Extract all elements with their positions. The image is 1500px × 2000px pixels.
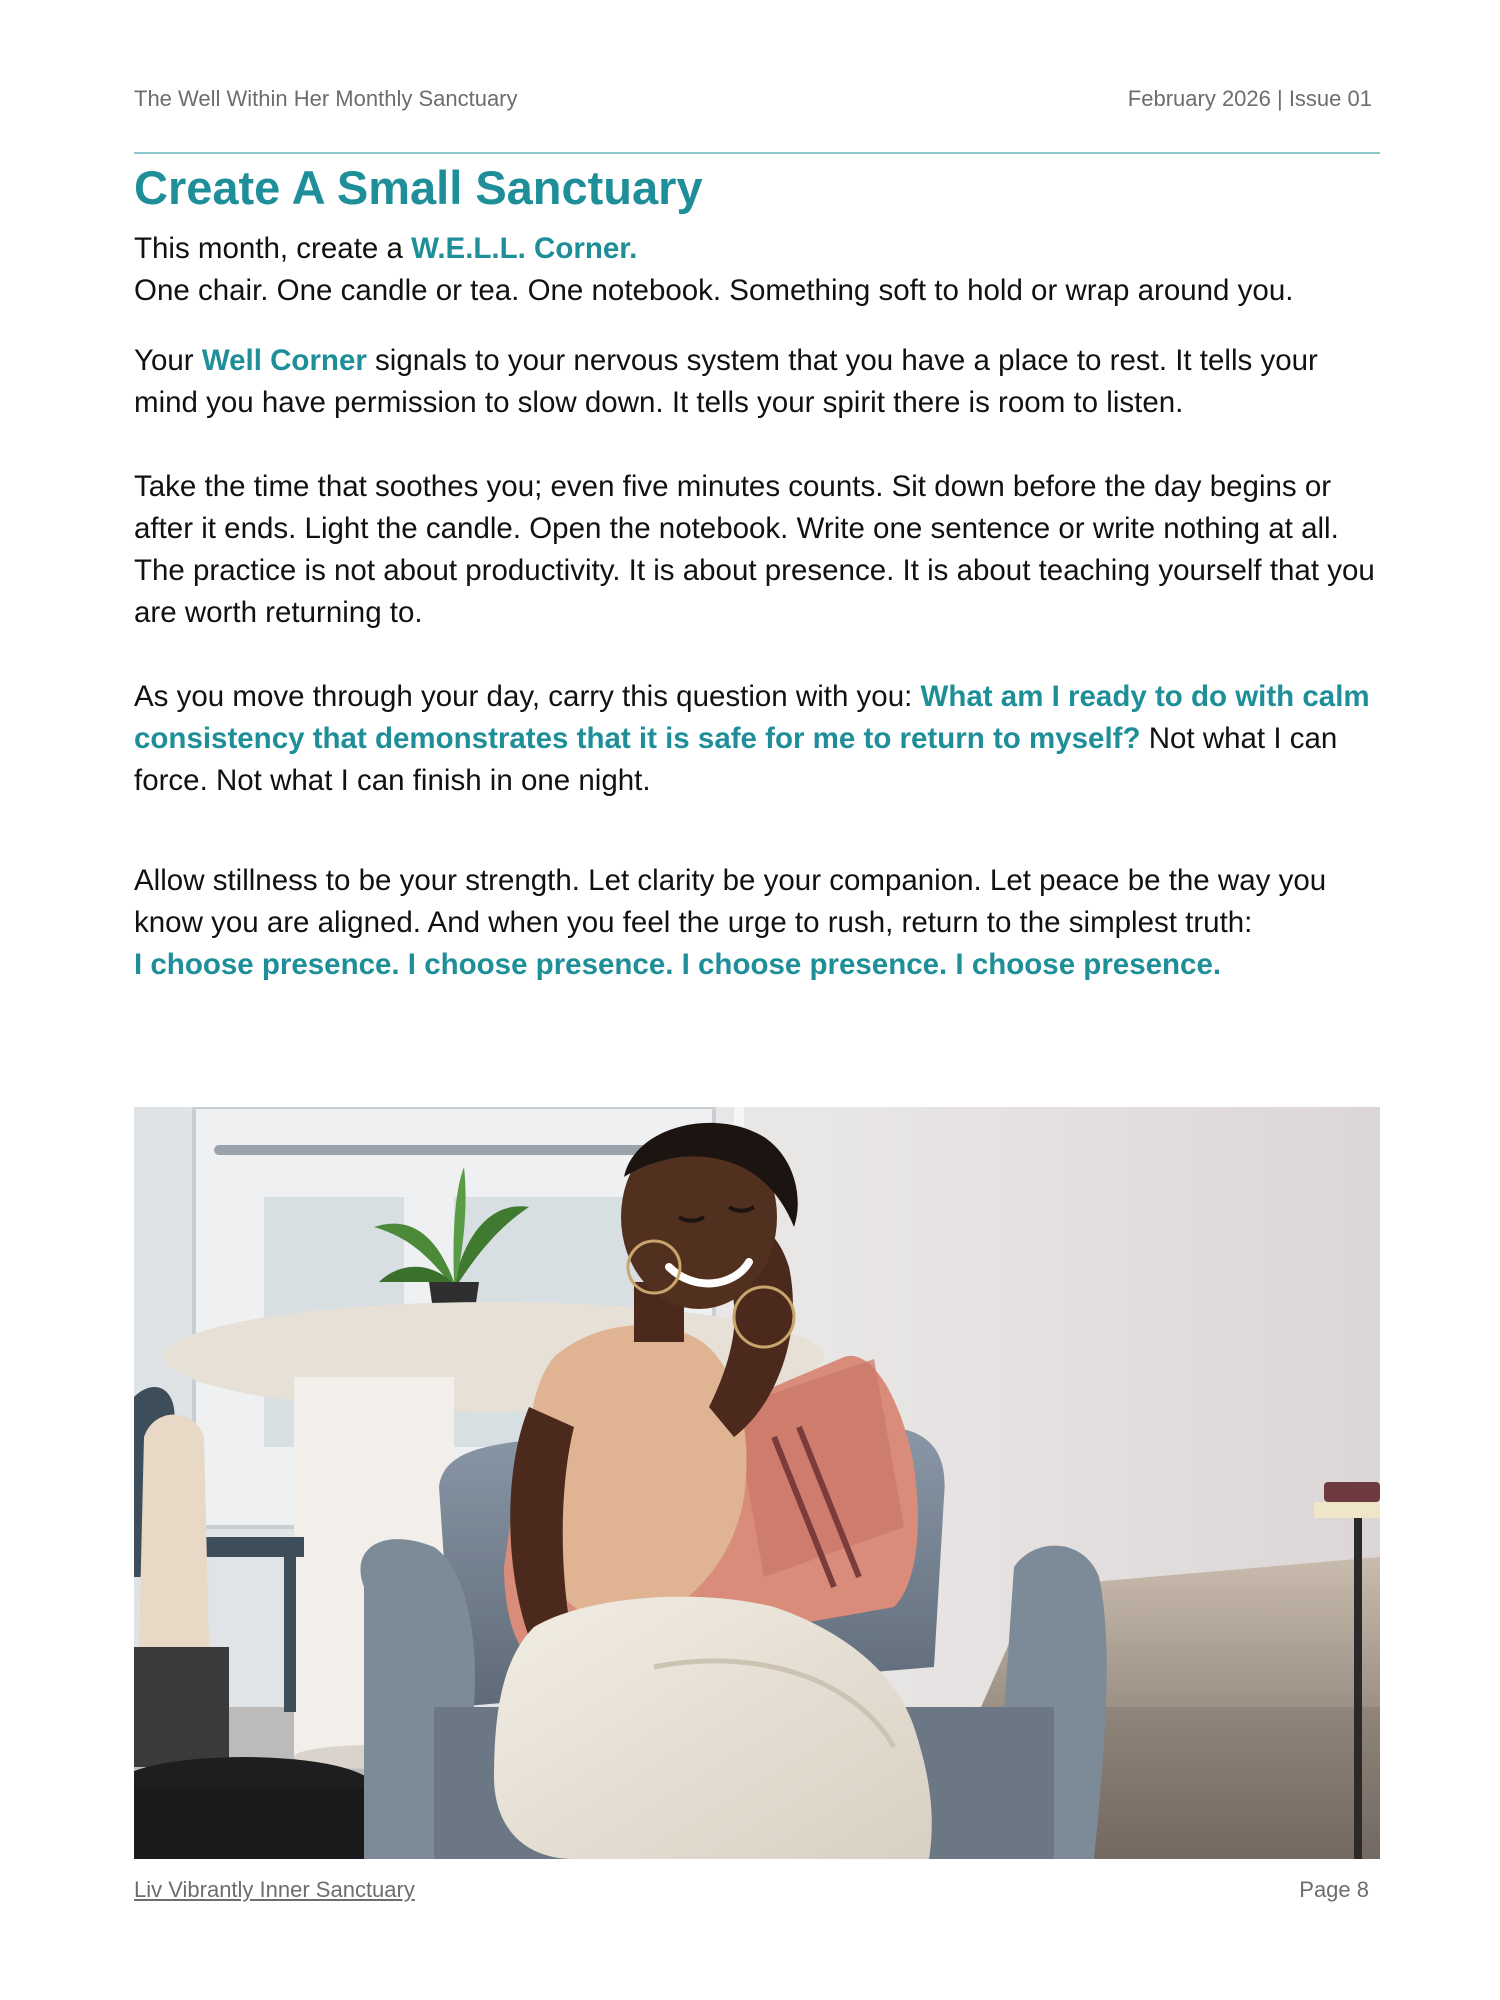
p4-rest: Not what I can force. Not what I can finish in one night.	[134, 722, 1338, 797]
well-corner-term: Well Corner	[201, 344, 367, 377]
paragraph-well-corner	[134, 340, 1380, 424]
paragraph-stillness	[134, 860, 1380, 986]
p5-text: Allow stillness to be your strength. Let clarity be your companion. Let peace be the way you know you are aligned. And when you feel the urge to rush, return to the simplest truth:	[134, 864, 1327, 939]
paragraph-question	[134, 676, 1380, 802]
issue-info: February 2026 | Issue 01	[1127, 86, 1372, 111]
footer-link[interactable]: Liv Vibrantly Inner Sanctuary	[134, 1877, 415, 1902]
paragraph-intro	[134, 228, 1380, 312]
page-number: Page 8	[1299, 1877, 1369, 1902]
intro-text: This month, create a	[134, 232, 412, 265]
header-divider	[134, 152, 1380, 154]
p2-rest: signals to your nervous system that you have a place to rest. It tells your mind you have permission to slow down. It tells your spirit there is room to listen.	[134, 344, 1318, 419]
guiding-question: What am I ready to do with calm consistency that demonstrates that it is safe for me to return to myself?	[134, 680, 1370, 755]
p4-prefix: As you move through your day, carry this question with you:	[134, 680, 921, 713]
paragraph-practice: Take the time that soothes you; even five minutes counts. Sit down before the day begins or after it ends. Light the candle. Open the notebook. Write one sentence or write nothing at all. The practice is not about productivity. It is about presence. It is about teaching yourself that you are worth returning to.	[134, 470, 1375, 629]
page-header	[134, 86, 1372, 116]
p2-prefix: Your	[134, 344, 202, 377]
publication-name: The Well Within Her Monthly Sanctuary	[134, 86, 518, 111]
article-title: Create A Small Sanctuary	[134, 161, 703, 214]
intro-line-2: One chair. One candle or tea. One notebook. Something soft to hold or wrap around you.	[134, 274, 1294, 307]
affirmation: I choose presence. I choose presence. I choose presence. I choose presence.	[134, 948, 1222, 981]
well-corner-highlight: W.E.L.L. Corner.	[411, 232, 638, 265]
woman-in-armchair-photo	[134, 1107, 1380, 1859]
